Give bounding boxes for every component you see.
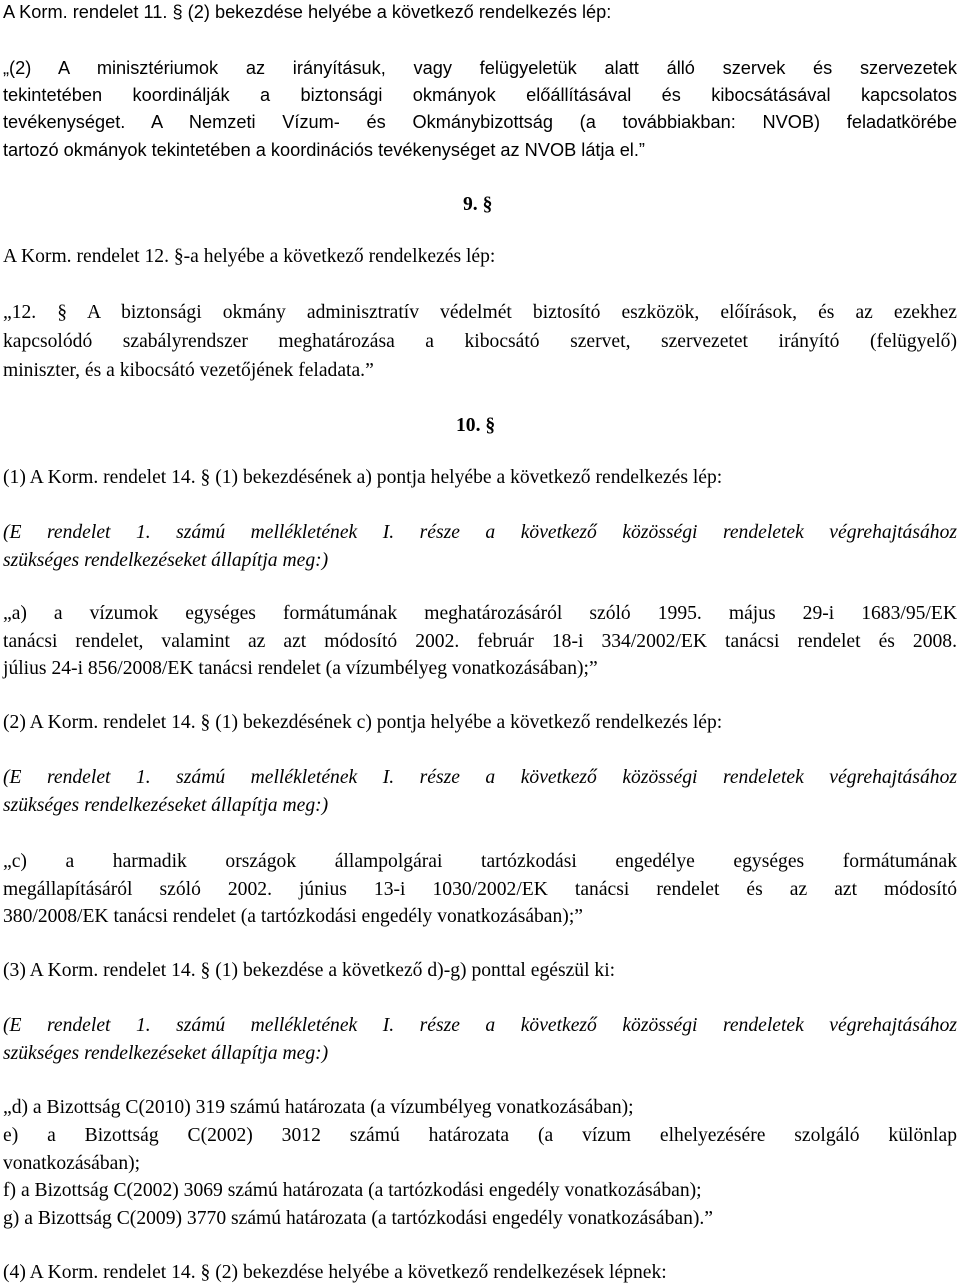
quoted-point-e-cont: vonatkozásában);: [3, 1153, 141, 1174]
quoted-paragraph-line: miniszter, és a kibocsátó vezetőjének feladata.”: [3, 360, 374, 381]
section-heading-9: 9. §: [463, 194, 493, 215]
quoted-paragraph-line: tartozó okmányok tekintetében a koordinációs tevékenységet az NVOB látja el.”: [3, 140, 645, 160]
amendment-intro-11: A Korm. rendelet 11. § (2) bekezdése helyébe a következő rendelkezés lép:: [3, 2, 612, 22]
quoted-point-e: e) a Bizottság C(2002) 3012 számú határozata (a vízum elhelyezésére szolgáló különlap: [3, 1125, 957, 1146]
italic-context-line: szükséges rendelkezéseket állapítja meg:): [3, 1043, 329, 1064]
amendment-intro-14-2: (4) A Korm. rendelet 14. § (2) bekezdése helyébe a következő rendelkezések lépnek:: [3, 1262, 667, 1283]
amendment-intro-12: A Korm. rendelet 12. §-a helyébe a következő rendelkezés lép:: [3, 246, 496, 267]
quoted-point-a-line: „a) a vízumok egységes formátumának meghatározásáról szóló 1995. május 29-i 1683/95/EK: [3, 603, 957, 624]
quoted-point-c-line: 380/2008/EK tanácsi rendelet (a tartózkodási engedély vonatkozásában);”: [3, 906, 583, 927]
quoted-point-c-line: megállapításáról szóló 2002. június 13-i 1030/2002/EK tanácsi rendelet és az azt módosító: [3, 879, 957, 900]
quoted-paragraph-line: tekintetében koordinálják a biztonsági okmányok előállításával és kibocsátásával kapcsolatos: [3, 85, 957, 105]
quoted-paragraph-line: „(2) A minisztériumok az irányításuk, vagy felügyeletük alatt álló szervek és szervezetek: [3, 58, 957, 78]
italic-context-line: (E rendelet 1. számú mellékletének I. része a következő közösségi rendeletek végrehajtásához: [3, 1015, 957, 1036]
quoted-paragraph-line: kapcsolódó szabályrendszer meghatározása a kibocsátó szervet, szervezetet irányító (felügyelő): [3, 331, 957, 352]
amendment-intro-14-1a: (1) A Korm. rendelet 14. § (1) bekezdésének a) pontja helyébe a következő rendelkezés lép:: [3, 467, 723, 488]
amendment-intro-14-1dg: (3) A Korm. rendelet 14. § (1) bekezdése a következő d)-g) ponttal egészül ki:: [3, 960, 616, 981]
quoted-point-a-line: tanácsi rendelet, valamint az azt módosító 2002. február 18-i 334/2002/EK tanácsi rendelet és 2008.: [3, 631, 957, 652]
italic-context-line: szükséges rendelkezéseket állapítja meg:): [3, 550, 329, 571]
quoted-point-c-line: „c) a harmadik országok állampolgárai tartózkodási engedélye egységes formátumának: [3, 851, 957, 872]
quoted-point-g: g) a Bizottság C(2009) 3770 számú határozata (a tartózkodási engedély vonatkozásában).”: [3, 1208, 714, 1229]
quoted-paragraph-line: „12. § A biztonsági okmány adminisztratív védelmét biztosító eszközök, előírások, és az ezekhez: [3, 302, 957, 323]
section-heading-10: 10. §: [456, 415, 496, 436]
italic-context-line: (E rendelet 1. számú mellékletének I. része a következő közösségi rendeletek végrehajtásához: [3, 767, 957, 788]
quoted-point-f: f) a Bizottság C(2002) 3069 számú határozata (a tartózkodási engedély vonatkozásában);: [3, 1180, 702, 1201]
quoted-point-d: „d) a Bizottság C(2010) 319 számú határozata (a vízumbélyeg vonatkozásában);: [3, 1097, 634, 1118]
quoted-point-a-line: július 24-i 856/2008/EK tanácsi rendelet (a vízumbélyeg vonatkozásában);”: [3, 658, 598, 679]
italic-context-line: szükséges rendelkezéseket állapítja meg:): [3, 795, 329, 816]
amendment-intro-14-1c: (2) A Korm. rendelet 14. § (1) bekezdésének c) pontja helyébe a következő rendelkezés lép:: [3, 712, 723, 733]
italic-context-line: (E rendelet 1. számú mellékletének I. része a következő közösségi rendeletek végrehajtásához: [3, 522, 957, 543]
quoted-paragraph-line: tevékenységet. A Nemzeti Vízum- és Okmánybizottság (a továbbiakban: NVOB) feladatkörébe: [3, 112, 957, 132]
